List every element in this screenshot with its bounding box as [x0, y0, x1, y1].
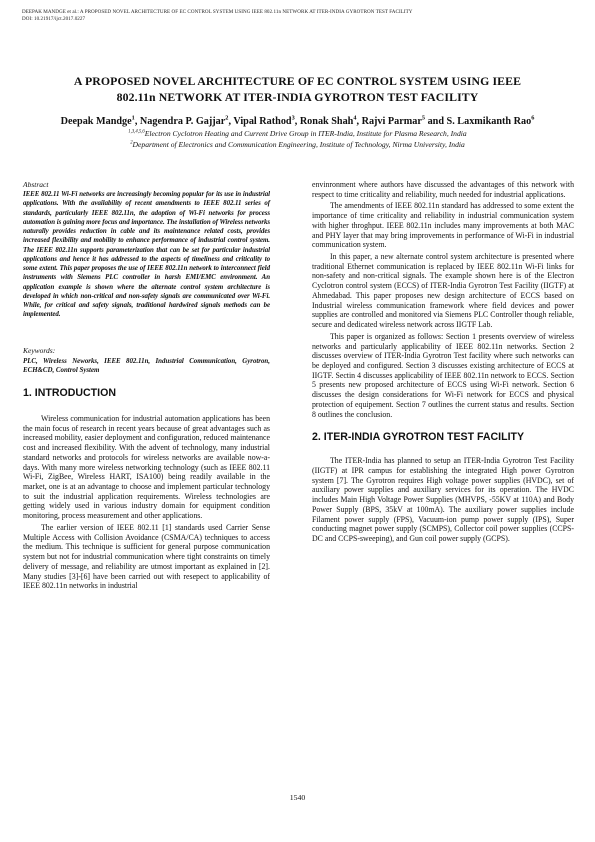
affiliation-text: Department of Electronics and Communication Engineering, Institute of Technology, Nirma University, India — [132, 140, 465, 149]
doi: DOI: 10.21917/ijct.2017.0227 — [22, 16, 86, 23]
right-column — [312, 180, 574, 546]
author-sep: , — [294, 116, 300, 127]
abstract-label: Abstract — [23, 180, 49, 189]
author-name: Vipal Rathod — [233, 116, 292, 127]
author-name: Deepak Mandge — [60, 116, 132, 127]
intro-paragraph-4: In this paper, a new alternate control system architecture is presented where traditional Ethernet communication is replaced by IEEE 802.11n Wi-Fi links for non-safety and non-critical signals. The example shown here is of the Electron Cyclotron control system (ECCS) of ITER-India Gyrotron Test Facility (IIGTF) at Ahmedabad. This paper proposes new design architecture of ECCS based on Industrial wireless communication framework where field devices and power supplies are controlled and monitored via Siemens PLC Controller though reliable, secure and dedicated wireless network across IIGTF Lab. — [312, 252, 574, 330]
keywords-label: Keywords: — [23, 345, 56, 355]
left-column — [23, 180, 270, 593]
affiliation-sup: 1,3,4,5,6 — [128, 129, 145, 135]
affiliation-1 — [20, 129, 575, 139]
intro-paragraph-2: The earlier version of IEEE 802.11 [1] standards used Carrier Sense Multiple Access with Collision Avoidance (CSMA/CA) techniques to access the medium. This technique is sufficient for general purpose communication system but not for industrial communication where tight constraints on timely delivery of message, and reliability are utmost important as explained in [2]. Many studies [3]-[6] have been carried out with resepect to applicability of IEEE 802.11n networks in industrial — [23, 522, 270, 591]
paper-title-line-1: A PROPOSED NOVEL ARCHITECTURE OF EC CONTROL SYSTEM USING IEEE — [73, 74, 522, 88]
intro-paragraph-1: Wireless communication for industrial automation applications has been the main focus of research in recent years because of great advantages such as increased mobility, easier deployment and configuration, reduced maintenance cost and increased flexibility. With the advent of technology, many industrial standard networks and protocols for wireless networks are available now-a-days. With many more wireless networking technology (such as IEEE 802.11 Wi-Fi, ZigBee, Wireless HART, ISA100) being readily available in the market, one is at an advantage to choose and implement particular technology to suit the industrial application requirements. Wireless technologies are getting widely used in various industry domain for equipment condition monitoring, process measurement and other applications. — [23, 414, 270, 521]
running-head — [22, 9, 574, 23]
author-sup: 1 — [131, 114, 135, 122]
author-sep: and — [425, 116, 447, 127]
affiliation-text: Electron Cyclotron Heating and Current Drive Group in ITER-India, Institute for Plasma Research, India — [144, 129, 467, 138]
affiliation-2 — [20, 140, 575, 150]
author-sep: , — [134, 116, 140, 127]
author-name: S. Laxmikanth Rao — [446, 116, 532, 127]
paper-title-line-2: 802.11n NETWORK AT ITER-INDIA GYROTRON TEST FACILITY — [116, 89, 479, 104]
author-sup: 4 — [353, 114, 357, 122]
author-name: Ronak Shah — [299, 116, 354, 127]
section-heading-introduction: 1. INTRODUCTION — [23, 387, 116, 399]
author-name: Nagendra P. Gajjar — [139, 116, 226, 127]
intro-paragraph-3: The amendments of IEEE 802.11n standard has addressed to some extent the importance of time criticality and reliability in industrial communication system with higher throghput. IEEE 802.11n includes many improvements at both MAC and PHY layer that may bring improvements in performance of Wi-Fi in industrial communication system. — [312, 201, 574, 250]
section-heading-gyrotron-facility: 2. ITER-INDIA GYROTRON TEST FACILITY — [312, 431, 525, 444]
running-head-title: DEEPAK MANDGE et al.: A PROPOSED NOVEL ARCHITECTURE OF EC CONTROL SYSTEM USING IEEE 802.11n NETWORK AT ITER-INDIA GYROTRON TEST FACILITY — [22, 9, 413, 15]
author-list — [20, 116, 575, 128]
author-sep: , — [228, 116, 234, 127]
affiliation-sup: 2 — [130, 140, 133, 146]
intro-paragraph-2-continued: envinronment where authors have discussed the advantages of this network with respect to time criticality and reliability, much needed for industrial applications. — [312, 180, 574, 199]
author-sup: 5 — [421, 114, 426, 122]
facility-paragraph-1: The ITER-India has planned to setup an ITER-India Gyrotron Test Facility (IIGTF) at IPR campus for establishing the integrated High power Gyrotron system [7]. The Gyrotron requires High voltage power supplies (HVDC), set of auxiliary power supplies and auxiliary services for its operation. The HVDC includes Main High Voltage Power Supplies (MHVPS, -55KV at 110A) and Body Power Supply (BPS, 35kV at 100mA). The auxiliary power supplies include Filament power supply (FPS), Vacuum-ion pump power supply (IPS), Super conducting magnet power supply (SCMPS), Collector coil power supplies (CCPS-DC and CCPS-sweeping), and Gun coil power supply (GCPS). — [312, 456, 574, 543]
author-sep: , — [356, 116, 362, 127]
abstract-text: IEEE 802.11 Wi-Fi networks are increasingly becoming popular for its use in industrial applications. With the availability of recent amendments to IEEE 802.11 series of standards, particularly IEEE 802.11n, the adoption of Wi-Fi networks for process automation is gaining more focus and importance. The installation of Wireless networks naturally provides reduction in cable and its maintenance related costs, provides increased flexibility and mobility to enhance performance of industrial control system. The IEEE 802.11n supports parameterization that can be set for particular industrial applications and hence it has addressed to the aspects of timeliness and criticality to some extent. This paper proposes the use of IEEE 802.11n network to interconnect field instruments with Siemens PLC controller in harsh EMI/EMC environment. An application example is shown where the alternate control system architecture is developed in which non-critical and non-safety signals are communicated over Wi-Fi. While, for critical and safety signals, traditional hardwired signals methods can be implemented. — [23, 191, 270, 319]
author-sup: 2 — [225, 114, 229, 122]
author-sup: 6 — [531, 114, 535, 122]
author-sup: 3 — [291, 114, 295, 122]
intro-paragraph-5: This paper is organized as follows: Section 1 presents overview of wireless networks and particularly applicability of IEEE 802.11n networks. Section 2 discusses overview of ITER-India Gyrotron Test facility where such networks can be deployed and configured. Section 3 discusses existing architecture of ECCS at IIGTF. Sectin 4 discusses applicability of IEEE 802.11n network to ECCS. Section 5 presents new proposed architecture of ECCS using Wi-Fi network. Section 6 discusses the design considerations for Wi-Fi network for ECCS and physical protection of equipement. Section 7 outlines the current status and results. Section 8 outlines the conclusion. — [312, 331, 574, 419]
keywords-text: PLC, Wireless Neworks, IEEE 802.11n, Industrial Communication, Gyrotron, ECH&CD, Control System — [23, 357, 270, 374]
paper-title — [30, 74, 565, 105]
author-name: Rajvi Parmar — [361, 116, 422, 127]
page-number: 1540 — [289, 793, 306, 802]
